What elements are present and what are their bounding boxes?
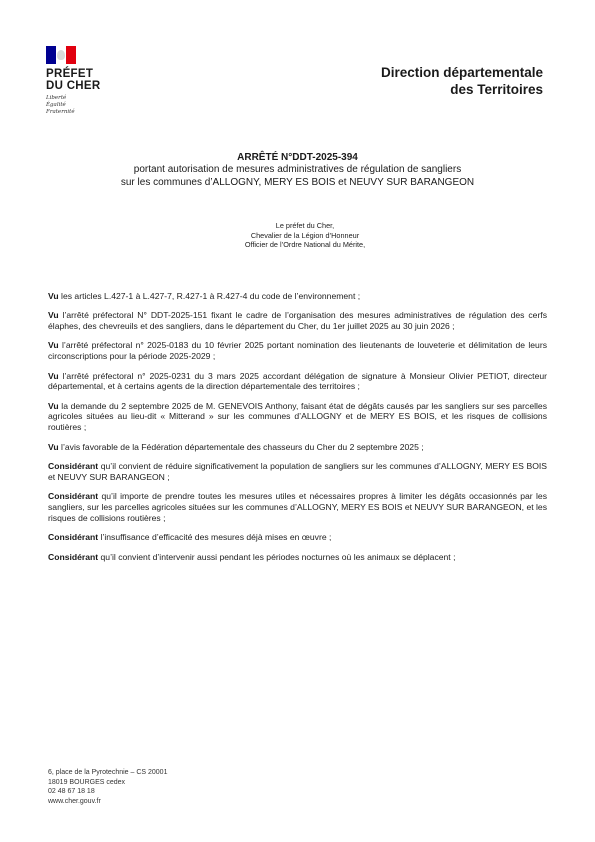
arrete-subtitle-line-1: portant autorisation de mesures administratives de régulation de sangliers (133, 164, 462, 175)
visa-keyword: Vu (48, 290, 59, 301)
considerant-text: l’insuffisance d’efficacité des mesures déjà mises en œuvre ; (98, 532, 332, 543)
footer-website-link[interactable]: www.cher.gouv.fr (48, 797, 101, 805)
visa-paragraph (48, 371, 547, 392)
republic-motto: Liberté Égalité Fraternité (46, 95, 75, 115)
prefecture-name: PRÉFET DU CHER (46, 68, 101, 92)
visa-paragraph (48, 442, 547, 453)
direction-title (381, 64, 543, 98)
visa-keyword: Vu (48, 400, 59, 411)
considerant-paragraph (48, 532, 547, 543)
visa-list (48, 282, 547, 571)
considerant-paragraph (48, 461, 547, 482)
visa-keyword: Vu (48, 310, 59, 321)
considerant-text: qu’il convient de réduire significativement la population de sangliers sur les communes d’ALLOGNY, MERY ES BOIS et NEUVY SUR BARANGEON ; (48, 461, 547, 482)
visa-keyword: Vu (48, 441, 59, 452)
prefet-titles (230, 221, 380, 250)
direction-line-2: des Territoires (450, 82, 543, 97)
footer-address (48, 768, 167, 806)
visa-text: les articles L.427-1 à L.427-7, R.427-1 à R.427-4 du code de l’environnement ; (58, 290, 361, 301)
visa-paragraph (48, 401, 547, 433)
footer-phone: 02 48 67 18 18 (48, 788, 95, 795)
considerant-text: qu’il convient d’intervenir aussi pendant les périodes nocturnes où les animaux se déplacent ; (98, 551, 456, 562)
considerant-keyword: Considérant (48, 491, 99, 502)
visa-keyword: Vu (48, 340, 59, 351)
arrete-subtitle-line-2: sur les communes d’ALLOGNY, MERY ES BOIS et NEUVY SUR BARANGEON (120, 176, 475, 188)
direction-line-1: Direction départementale (380, 65, 543, 80)
considerant-keyword: Considérant (48, 461, 99, 472)
considerant-keyword: Considérant (48, 551, 99, 562)
visa-paragraph (48, 291, 547, 302)
visa-paragraph (48, 340, 547, 361)
footer-address-line-2: 18019 BOURGES cedex (48, 778, 126, 786)
considerant-text: qu’il importe de prendre toutes les mesures utiles et nécessaires propres à limiter les dégâts occasionnés par les sangliers, sur les parcelles agricoles situées sur les communes d’ALLOGNY, MERY ES BOIS et NEUVY SUR BARANGEON, et les risques de collisions routières ; (48, 491, 547, 523)
considerant-keyword: Considérant (48, 532, 99, 543)
visa-text: l’arrêté préfectoral n° 2025-0183 du 10 février 2025 portant nomination des lieutenants de louveterie et délimitation de leurs circonscriptions pour la période 2025-2029 ; (48, 340, 547, 361)
prefet-line-3: Officier de l’Ordre National du Mérite, (244, 240, 366, 249)
arrete-heading (0, 151, 595, 189)
visa-paragraph (48, 310, 547, 331)
visa-keyword: Vu (48, 370, 59, 381)
footer-address-line-1: 6, place de la Pyrotechnie – CS 20001 (48, 769, 168, 776)
prefecture-logo (46, 46, 126, 116)
visa-text: l’arrêté préfectoral n° 2025-0231 du 3 mars 2025 accordant délégation de signature à Monsieur Olivier PETIOT, directeur départemental, et à certains agents de la direction départementale des territoires ; (48, 370, 547, 392)
considerant-paragraph (48, 491, 547, 523)
arrete-number: ARRÊTÉ N°DDT-2025-394 (237, 152, 358, 163)
visa-text: l’avis favorable de la Fédération départementale des chasseurs du Cher du 2 septembre 2025 ; (58, 441, 424, 452)
visa-text: l’arrêté préfectoral N° DDT-2025-151 fixant le cadre de l’organisation des mesures administratives de régulation des cerfs élaphes, des chevreuils et des sangliers, dans le département du Cher, du 1er juillet 2025 au 30 juin 2026 ; (48, 310, 547, 331)
considerant-paragraph (48, 552, 547, 563)
prefet-line-2: Chevalier de la Légion d’Honneur (250, 230, 360, 240)
visa-text: la demande du 2 septembre 2025 de M. GENEVOIS Anthony, faisant état de dégâts causés par les sangliers sur ses parcelles agricoles situées au lieu-dit « Mitterand » sur les communes d’ALLOGNY et de MERY ES BOIS, et les risques de collisions routières ; (48, 400, 547, 432)
marianne-flag-icon (46, 46, 76, 64)
prefet-line-1: Le préfet du Cher, (275, 221, 335, 230)
